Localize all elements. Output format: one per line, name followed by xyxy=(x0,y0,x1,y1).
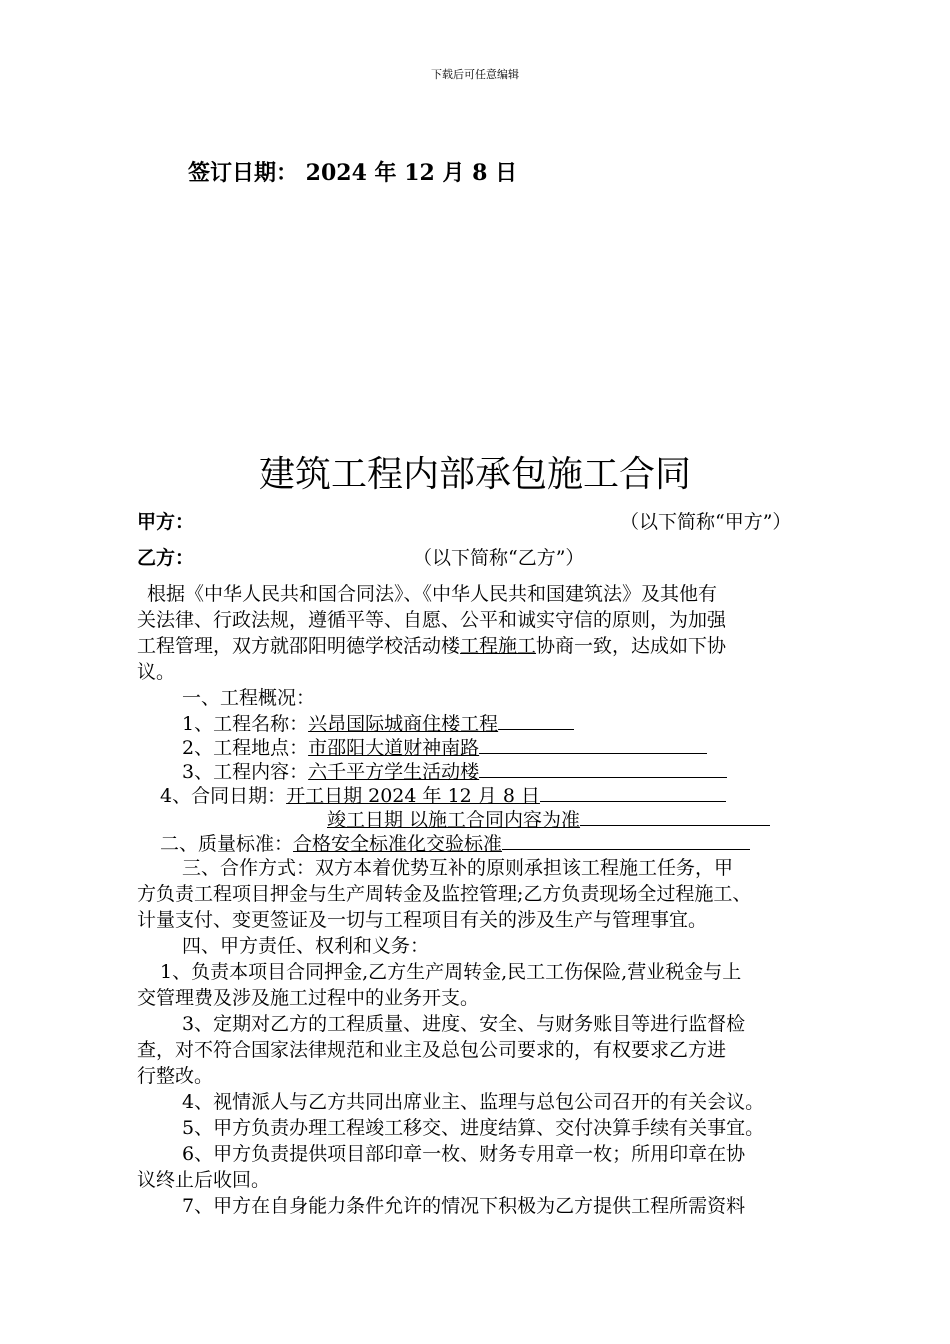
sign-date: 签订日期： 2024 年 12 月 8 日 xyxy=(188,160,518,186)
cooperation-line-1: 三、合作方式：双方本着优势互补的原则承担该工程施工任务，甲 xyxy=(182,857,734,879)
duty-3-line-2: 查，对不符合国家法律规范和业主及总包公司要求的，有权要求乙方进 xyxy=(137,1039,727,1061)
project-content-value: 六千平方学生活动楼 xyxy=(308,761,480,783)
project-content-row xyxy=(182,758,727,784)
duty-6-line-1: 6、甲方负责提供项目部印章一枚、财务专用章一枚；所用印章在协 xyxy=(182,1143,746,1165)
preamble-line-4: 议。 xyxy=(137,661,176,683)
underline-blank xyxy=(502,830,750,850)
duty-6-line-2: 议终止后收回。 xyxy=(137,1169,271,1191)
header-note: 下载后可任意编辑 xyxy=(431,68,519,81)
project-site-label: 2、工程地点： xyxy=(182,737,309,759)
end-date-row xyxy=(327,806,770,832)
preamble-line-3 xyxy=(137,634,726,658)
duty-1-line-2: 交管理费及涉及施工过程中的业务开支。 xyxy=(137,987,480,1009)
section-1-heading: 一、工程概况： xyxy=(182,687,316,709)
underline-blank xyxy=(479,734,707,754)
contract-date-label: 4、合同日期： xyxy=(160,785,287,807)
duty-3-line-1: 3、定期对乙方的工程质量、进度、安全、与财务账目等进行监督检 xyxy=(182,1013,746,1035)
cooperation-line-3: 计量支付、变更签证及一切与工程项目有关的涉及生产与管理事宜。 xyxy=(137,909,708,931)
duty-4: 4、视情派人与乙方共同出席业主、监理与总包公司召开的有关会议。 xyxy=(182,1091,765,1113)
project-scope: 工程施工 xyxy=(460,635,537,657)
party-b-alias: （以下简称“乙方”） xyxy=(413,547,585,569)
duty-3-line-3: 行整改。 xyxy=(137,1065,214,1087)
project-content-label: 3、工程内容： xyxy=(182,761,309,783)
preamble-line-1: 根据《中华人民共和国合同法》、《中华人民共和国建筑法》及其他有 xyxy=(147,583,718,605)
preamble-line-3-post: 协商一致，达成如下协 xyxy=(536,635,727,657)
underline-blank xyxy=(479,758,727,778)
underline-blank xyxy=(540,782,726,802)
project-name-value: 兴昂国际城商住楼工程 xyxy=(308,713,499,735)
party-a-label: 甲方： xyxy=(137,511,195,533)
duty-7-line-1: 7、甲方在自身能力条件允许的情况下积极为乙方提供工程所需资料 xyxy=(182,1195,746,1217)
cooperation-line-2: 方负责工程项目押金与生产周转金及监控管理;乙方负责现场全过程施工、 xyxy=(137,883,752,905)
project-name-label: 1、工程名称： xyxy=(182,713,309,735)
duty-5: 5、甲方负责办理工程竣工移交、进度结算、交付决算手续有关事宜。 xyxy=(182,1117,765,1139)
quality-standard-label: 二、质量标准： xyxy=(160,833,294,855)
party-b-label: 乙方： xyxy=(137,547,195,569)
preamble-line-2: 关法律、行政法规，遵循平等、自愿、公平和诚实守信的原则，为加强 xyxy=(137,609,727,631)
underline-blank xyxy=(580,806,770,826)
end-date-value: 竣工日期 以施工合同内容为准 xyxy=(327,809,581,831)
start-date-value: 开工日期 2024 年 12 月 8 日 xyxy=(286,785,540,807)
preamble-line-3-pre: 工程管理，双方就邵阳明德学校活动楼 xyxy=(137,635,461,657)
contract-title: 建筑工程内部承包施工合同 xyxy=(258,454,691,495)
project-site-value: 市邵阳大道财神南路 xyxy=(308,737,480,759)
contract-date-row xyxy=(160,782,726,808)
project-site-row xyxy=(182,734,707,760)
quality-standard-value: 合格安全标准化交验标准 xyxy=(293,833,503,855)
party-a-alias: （以下简称“甲方”） xyxy=(620,511,792,533)
section-4-heading: 四、甲方责任、权利和义务： xyxy=(182,935,430,957)
duty-1-line-1: 1、负责本项目合同押金,乙方生产周转金,民工工伤保险,营业税金与上 xyxy=(160,961,742,983)
project-name-row xyxy=(182,710,574,736)
underline-blank xyxy=(498,710,574,730)
quality-standard-row xyxy=(160,830,750,856)
